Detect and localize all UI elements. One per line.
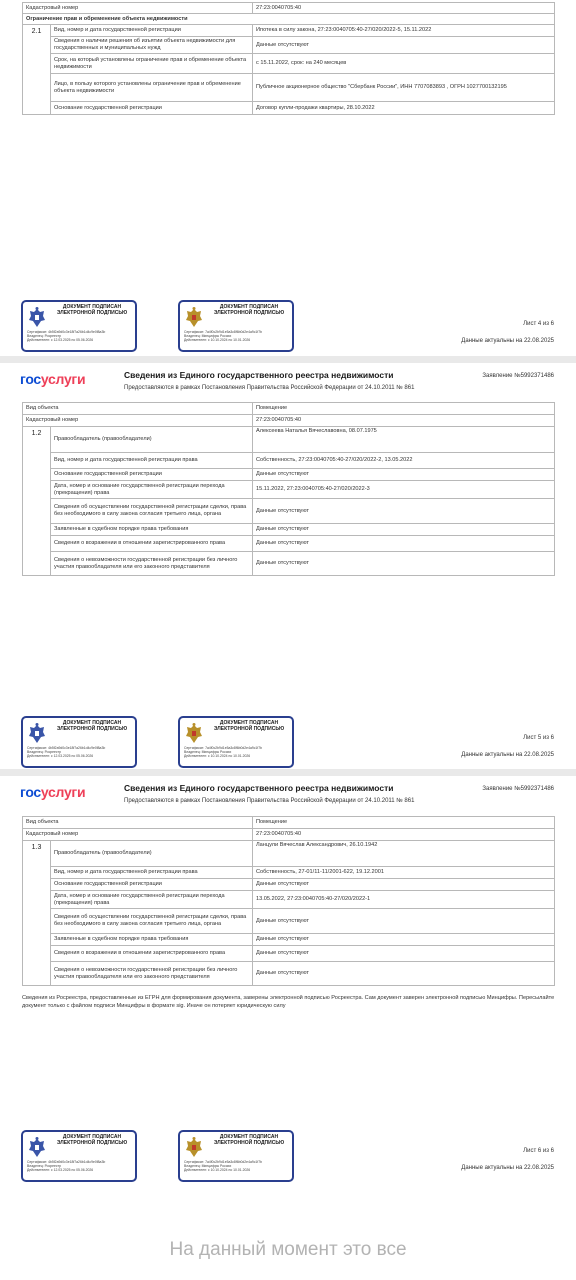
table-row [23,536,555,552]
logo-part-uslugi: услуги [40,371,86,387]
page-5 [0,363,576,769]
table-row [23,934,555,946]
table-row [23,102,555,115]
stamp-meta [184,1160,292,1173]
row-value: Данные отсутствуют [253,934,555,946]
row-label: Правообладатель (правообладатели) [51,427,253,453]
row-value: Алексеева Наталья Вячеславовна, 08.07.1975 [253,427,555,453]
row-label: Сведения об осуществлении государственной регистрации сделки, права без необходимого в силу закона согласия третьего лица, органа [51,909,253,934]
row-number: 1.2 [23,427,51,576]
stamp-owner: Владелец: Минцифры России [184,1164,232,1169]
row-value: Помещение [253,403,555,415]
stamp-validity: Действителен: с 10.10.2024 по 10.01.2026 [184,1168,251,1173]
row-label: Сведения о невозможности государственной регистрации без личного участия правообладателя или его законного представителя [51,962,253,986]
signature-stamp-rosreestr [21,300,137,352]
stamp-owner: Владелец: Росреестр [27,750,62,755]
coat-of-arms-gold-icon [184,306,204,330]
row-label: Вид, номер и дата государственной регистрации права [51,867,253,879]
row-value: Данные отсутствуют [253,536,555,552]
restrictions-table [22,2,555,115]
row-label: Правообладатель (правообладатели) [51,841,253,867]
stamp-title: ДОКУМЕНТ ПОДПИСАН ЭЛЕКТРОННОЙ ПОДПИСЬЮ [213,1134,285,1146]
coat-of-arms-gold-icon [184,1136,204,1160]
row-value: Данные отсутствуют [253,946,555,962]
signature-stamp-mintsifry [178,300,294,352]
table-row [23,453,555,469]
row-value: Данные отсутствуют [253,469,555,481]
table-row [23,829,555,841]
row-label: Вид объекта [23,817,253,829]
row-value: с 15.11.2022, срок: на 240 месяцев [253,54,555,74]
row-value: Договор купли-продажи квартиры, 28.10.2022 [253,102,555,115]
rights-table [22,816,555,986]
signature-stamp-mintsifry [178,716,294,768]
stamp-validity: Действителен: с 12.03.2025 по 05.06.2026 [27,1168,94,1173]
signature-stamp-mintsifry [178,1130,294,1182]
row-number: 2.1 [23,25,51,115]
document-title: Сведения из Единого государственного реестра недвижимости [124,370,394,380]
coat-of-arms-blue-icon [27,306,47,330]
row-number: 1.3 [23,841,51,986]
table-row [23,962,555,986]
stamp-title: ДОКУМЕНТ ПОДПИСАН ЭЛЕКТРОННОЙ ПОДПИСЬЮ [213,304,285,316]
table-row [23,54,555,74]
chat-background [0,1195,576,1280]
row-value: Данные отсутствуют [253,37,555,54]
row-value: 27:23:0040705:40 [253,829,555,841]
row-label: Заявленные в судебном порядке права требования [51,524,253,536]
row-label: Вид объекта [23,403,253,415]
document-subtitle: Предоставляются в рамках Постановления Правительства Российской Федерации от 24.10.2011 № 861 [124,798,415,804]
sheet-number: Лист 6 из 6 [523,1148,554,1154]
row-label: Сведения о наличии решения об изъятии объекта недвижимости для государственных и муниципальных нужд [51,37,253,54]
row-label: Кадастровый номер [23,415,253,427]
row-label: Сведения о возражении в отношении зарегистрированного права [51,946,253,962]
logo-part-uslugi: услуги [40,784,86,800]
page-4 [0,0,576,356]
stamp-certificate: Сертификат: 4b5f2a9d0c3e18f7a26b1d4c9e0f8a3b [27,1160,106,1164]
table-row [23,499,555,524]
row-label: Сведения о невозможности государственной регистрации без личного участия правообладателя или его законного представителя [51,552,253,576]
row-value: Данные отсутствуют [253,909,555,934]
row-label: Вид, номер и дата государственной регистрации права [51,453,253,469]
stamp-certificate: Сертификат: 7a4f0c2b9d1e5a3c8f6b0d2e4a9c1f7b [184,746,263,750]
row-label: Основание государственной регистрации [51,102,253,115]
coat-of-arms-blue-icon [27,722,47,746]
stamp-title: ДОКУМЕНТ ПОДПИСАН ЭЛЕКТРОННОЙ ПОДПИСЬЮ [56,304,128,316]
table-row [23,879,555,891]
coat-of-arms-blue-icon [27,1136,47,1160]
row-label: Сведения о возражении в отношении зарегистрированного права [51,536,253,552]
row-value: 15.11.2022, 27:23:0040705:40-27/020/2022-3 [253,481,555,499]
stamp-owner: Владелец: Росреестр [27,334,62,339]
table-row [23,3,555,14]
row-value: Данные отсутствуют [253,524,555,536]
page-header [0,776,576,810]
logo-part-gos: гос [20,371,41,387]
row-label: Основание государственной регистрации [51,469,253,481]
stamp-meta [184,330,292,343]
row-value: Данные отсутствуют [253,962,555,986]
table-row [23,909,555,934]
row-value: 27:23:0040705:40 [253,415,555,427]
row-value: Помещение [253,817,555,829]
stamp-certificate: Сертификат: 7a4f0c2b9d1e5a3c8f6b0d2e4a9c1f7b [184,1160,263,1164]
signature-stamp-rosreestr [21,716,137,768]
table-row [23,841,555,867]
table-row [23,867,555,879]
table-row [23,817,555,829]
row-value: Данные отсутствуют [253,499,555,524]
stamp-certificate: Сертификат: 4b5f2a9d0c3e18f7a26b1d4c9e0f8a3b [27,746,106,750]
sheet-number: Лист 4 из 6 [523,321,554,327]
table-row [23,14,555,25]
message-caption: На данный момент это все [169,1239,407,1260]
document-subtitle: Предоставляются в рамках Постановления Правительства Российской Федерации от 24.10.2011 № 861 [124,385,415,391]
row-value: Данные отсутствуют [253,879,555,891]
table-row [23,552,555,576]
application-number: Заявление №5992371486 [482,373,554,379]
stamp-validity: Действителен: с 12.03.2025 по 05.06.2026 [27,338,94,343]
row-label: Кадастровый номер [23,829,253,841]
table-row [23,524,555,536]
row-value: Ланцули Вячеслав Александрович, 26.10.1942 [253,841,555,867]
row-value: Данные отсутствуют [253,552,555,576]
application-number: Заявление №5992371486 [482,786,554,792]
table-row [23,37,555,54]
table-row [23,469,555,481]
row-value: Ипотека в силу закона, 27:23:0040705:40-27/020/2022-5, 15.11.2022 [253,25,555,37]
table-row [23,946,555,962]
stamp-title: ДОКУМЕНТ ПОДПИСАН ЭЛЕКТРОННОЙ ПОДПИСЬЮ [56,720,128,732]
row-label: Лицо, в пользу которого установлены ограничение прав и обременение объекта недвижимости [51,74,253,102]
table-row [23,415,555,427]
stamp-owner: Владелец: Минцифры России [184,334,232,339]
data-actual-date: Данные актуальны на 22.08.2025 [461,752,554,758]
stamp-certificate: Сертификат: 7a4f0c2b9d1e5a3c8f6b0d2e4a9c1f7b [184,330,263,334]
gosuslugi-logo [20,371,85,387]
row-label: Срок, на который установлены ограничение прав и обременение объекта недвижимости [51,54,253,74]
stamp-meta [184,746,292,759]
page-6 [0,776,576,1195]
stamp-owner: Владелец: Росреестр [27,1164,62,1169]
rights-table [22,402,555,576]
stamp-meta [27,1160,135,1173]
row-label: Дата, номер и основание государственной регистрации перехода (прекращения) права [51,891,253,909]
stamp-meta [27,746,135,759]
legal-disclaimer: Сведения из Росреестра, предоставленные из ЕГРН для формирования документа, заверены электронной подписью Росреестра. Сам документ заверен электронной подписью Минцифры. Пересылайте документ только с файлом подписи Минцифры в формате sig. Иначе он потеряет юридическую силу [22,995,555,1009]
row-value: 27:23:0040705:40 [253,3,555,14]
data-actual-date: Данные актуальны на 22.08.2025 [461,1165,554,1171]
logo-part-gos: гос [20,784,41,800]
page-header [0,363,576,397]
stamp-validity: Действителен: с 12.03.2025 по 05.06.2026 [27,754,94,759]
row-label: Основание государственной регистрации [51,879,253,891]
document-title: Сведения из Единого государственного реестра недвижимости [124,783,394,793]
table-row [23,427,555,453]
signature-stamp-rosreestr [21,1130,137,1182]
stamp-validity: Действителен: с 10.10.2024 по 10.01.2026 [184,754,251,759]
table-row [23,481,555,499]
row-label: Сведения об осуществлении государственной регистрации сделки, права без необходимого в силу закона согласия третьего лица, органа [51,499,253,524]
gosuslugi-logo [20,784,85,800]
stamp-certificate: Сертификат: 4b5f2a9d0c3e18f7a26b1d4c9e0f8a3b [27,330,106,334]
row-value: 13.05.2022, 27:23:0040705:40-27/020/2022-1 [253,891,555,909]
stamp-validity: Действителен: с 10.10.2024 по 10.01.2026 [184,338,251,343]
stamp-title: ДОКУМЕНТ ПОДПИСАН ЭЛЕКТРОННОЙ ПОДПИСЬЮ [56,1134,128,1146]
data-actual-date: Данные актуальны на 22.08.2025 [461,338,554,344]
row-value: Собственность, 27:23:0040705:40-27/020/2022-2, 13.05.2022 [253,453,555,469]
stamp-title: ДОКУМЕНТ ПОДПИСАН ЭЛЕКТРОННОЙ ПОДПИСЬЮ [213,720,285,732]
row-value: Собственность, 27-01/11-11/2001-622, 19.12.2001 [253,867,555,879]
section-heading: Ограничение прав и обременение объекта недвижимости [23,14,555,25]
row-label: Кадастровый номер [23,3,253,14]
coat-of-arms-gold-icon [184,722,204,746]
row-label: Вид, номер и дата государственной регистрации [51,25,253,37]
sheet-number: Лист 5 из 6 [523,735,554,741]
row-label: Заявленные в судебном порядке права требования [51,934,253,946]
table-row [23,25,555,37]
stamp-owner: Владелец: Минцифры России [184,750,232,755]
stamp-meta [27,330,135,343]
table-row [23,74,555,102]
table-row [23,891,555,909]
row-label: Дата, номер и основание государственной регистрации перехода (прекращения) права [51,481,253,499]
row-value: Публичное акционерное общество "Сбербанк России", ИНН 7707083893 , ОГРН 1027700132195 [253,74,555,102]
table-row [23,403,555,415]
